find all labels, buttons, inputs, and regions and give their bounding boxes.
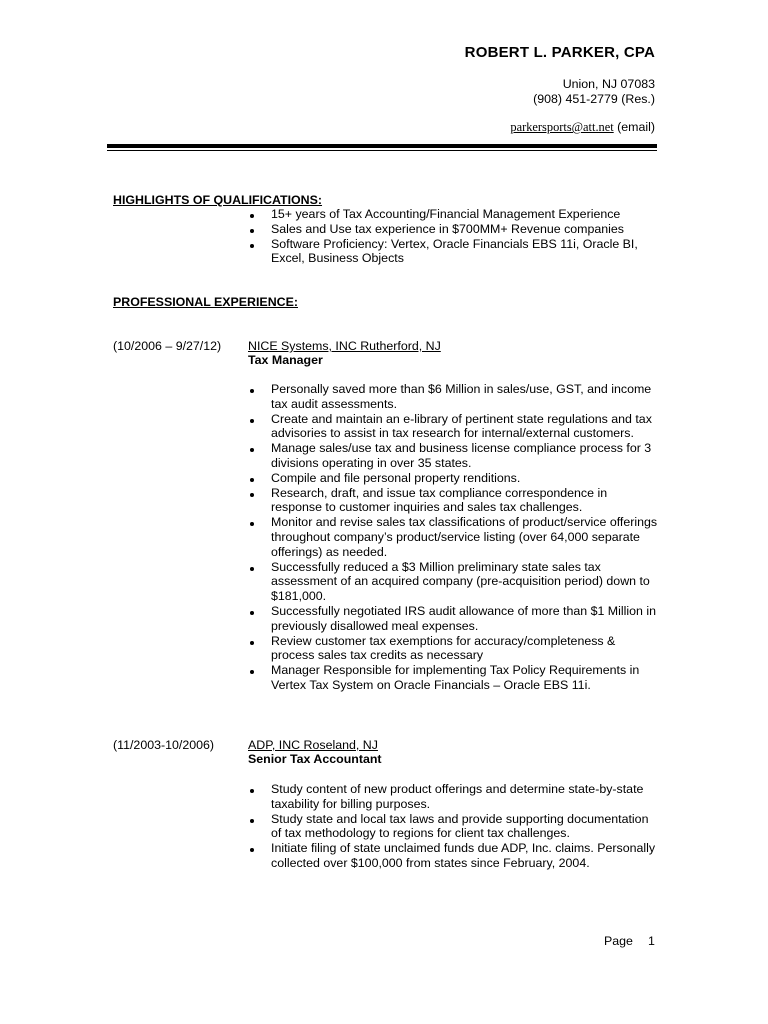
header-divider-thick xyxy=(107,144,657,148)
list-item: Software Proficiency: Vertex, Oracle Financials EBS 11i, Oracle BI, Excel, Business Objects xyxy=(248,237,658,267)
highlights-list xyxy=(248,207,658,266)
job-title: Senior Tax Accountant xyxy=(248,752,382,766)
email-link[interactable]: parkersports@att.net xyxy=(510,120,614,134)
job-dates: (11/2003-10/2006) xyxy=(113,738,215,752)
list-item: Review customer tax exemptions for accuracy/completeness & process sales tax credits as necessary xyxy=(248,634,658,664)
email-line xyxy=(510,120,655,135)
city-line: Union, NJ 07083 xyxy=(562,77,655,91)
job-bullets xyxy=(248,382,658,693)
job-dates: (10/2006 – 9/27/12) xyxy=(113,339,222,353)
list-item: Manage sales/use tax and business license compliance process for 3 divisions operating in over 35 states. xyxy=(248,441,658,471)
list-item: Monitor and revise sales tax classifications of product/service offerings throughout company’s product/service listing (over 64,000 separate offerings) as needed. xyxy=(248,515,658,559)
list-item: Study content of new product offerings and determine state-by-state taxability for billing purposes. xyxy=(248,782,658,812)
highlights-heading: HIGHLIGHTS OF QUALIFICATIONS: xyxy=(113,193,323,207)
list-item: Successfully reduced a $3 Million preliminary state sales tax assessment of an acquired company (pre-acquisition period) down to $181,000. xyxy=(248,560,658,604)
list-item: Initiate filing of state unclaimed funds due ADP, Inc. claims. Personally collected over $100,000 from states since February, 2004. xyxy=(248,841,658,871)
list-item: Personally saved more than $6 Million in sales/use, GST, and income tax audit assessments. xyxy=(248,382,658,412)
list-item: 15+ years of Tax Accounting/Financial Management Experience xyxy=(248,207,658,222)
list-item: Compile and file personal property renditions. xyxy=(248,471,658,486)
job-company: ADP, INC Roseland, NJ xyxy=(248,738,378,752)
resume-name: ROBERT L. PARKER, CPA xyxy=(464,44,655,61)
list-item: Create and maintain an e-library of pertinent state regulations and tax advisories to assist in tax research for internal/external customers. xyxy=(248,412,658,442)
list-item: Study state and local tax laws and provide supporting documentation of tax methodology to regions for client tax challenges. xyxy=(248,812,658,842)
list-item: Research, draft, and issue tax compliance correspondence in response to customer inquiries and sales tax challenges. xyxy=(248,486,658,516)
list-item: Successfully negotiated IRS audit allowance of more than $1 Million in previously disallowed meal expenses. xyxy=(248,604,658,634)
list-item: Sales and Use tax experience in $700MM+ Revenue companies xyxy=(248,222,658,237)
email-suffix: (email) xyxy=(613,120,655,134)
page-number: 1 xyxy=(648,934,655,948)
job-title: Tax Manager xyxy=(248,353,323,367)
contact-address xyxy=(533,77,655,107)
experience-heading: PROFESSIONAL EXPERIENCE: xyxy=(113,295,298,309)
job-bullets xyxy=(248,782,658,871)
phone-line: (908) 451-2779 (Res.) xyxy=(533,92,655,106)
list-item: Manager Responsible for implementing Tax Policy Requirements in Vertex Tax System on Oracle Financials – Oracle EBS 11i. xyxy=(248,663,658,693)
job-company: NICE Systems, INC Rutherford, NJ xyxy=(248,339,441,353)
page-label: Page xyxy=(604,934,633,948)
header-divider-thin xyxy=(107,150,657,151)
